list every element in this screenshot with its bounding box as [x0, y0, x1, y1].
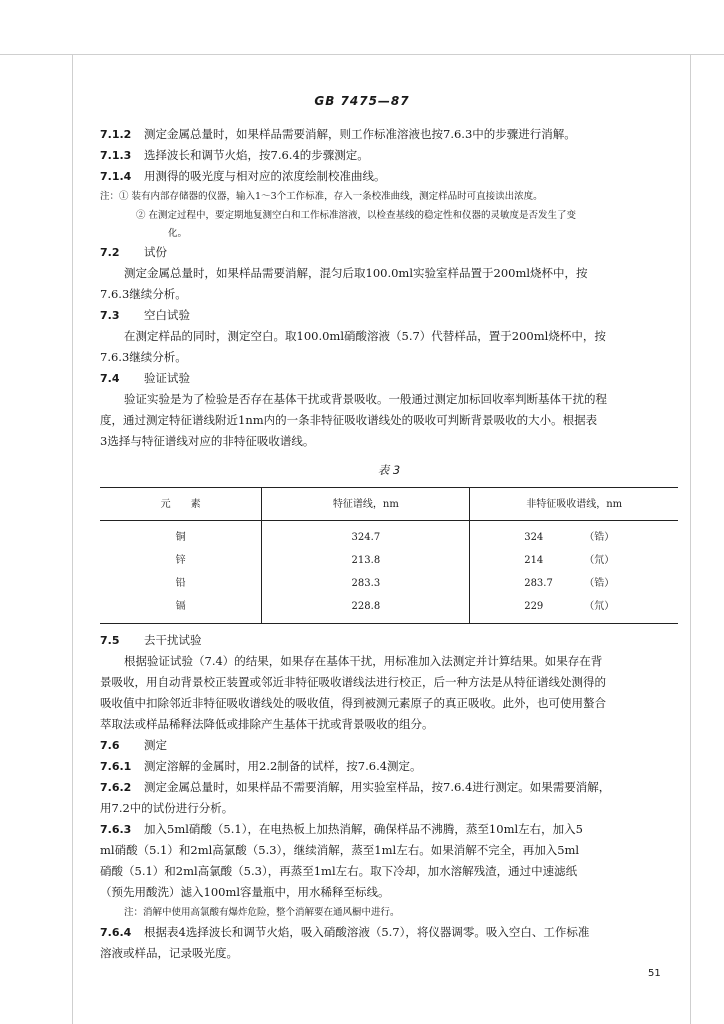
- scan-edge-right: [690, 54, 691, 1024]
- table-row: [100, 521, 678, 550]
- section-7-3-line-2: 7.6.3继续分析。: [100, 350, 187, 364]
- page-header: GB 7475—87: [314, 94, 410, 108]
- section-7-5-line-2: 景吸收，用自动背景校正装置或邻近非特征吸收谱线法进行校正，后一种方法是从特征谱线处测得的: [100, 675, 606, 689]
- element-cell: 铜: [175, 532, 186, 543]
- section-7-4-heading: 7.4 验证试验: [100, 371, 190, 385]
- char-line-cell: 228.8: [262, 595, 470, 624]
- table-3-title: 表 3: [377, 463, 401, 477]
- nonchar-line-cell: 214 （氘）: [470, 549, 678, 572]
- char-line-cell: 283.3: [262, 572, 470, 595]
- section-7-3-heading: 7.3 空白试验: [100, 308, 190, 322]
- clause-7-1-2: 7.1.2 测定金属总量时，如果样品需要消解，则工作标准溶液也按7.6.3中的步骤进行消解。: [100, 127, 576, 141]
- element-cell: 镉: [100, 595, 262, 624]
- section-7-4-line-3: 3选择与特征谱线对应的非特征吸收谱线。: [100, 434, 315, 448]
- note-1: 注：① 装有内部存储器的仪器，输入1～3个工作标准，存入一条校准曲线，测定样品时可直接读出浓度。: [100, 191, 543, 202]
- section-7-3-line-1: 在测定样品的同时，测定空白。取100.0ml硝酸溶液（5.7）代替样品，置于200ml烧杯中，按: [124, 329, 606, 343]
- page-number: 51: [648, 968, 661, 979]
- column-header-element: 元 素: [100, 488, 262, 521]
- table-row: [100, 549, 678, 572]
- column-header-nonchar-line: 非特征吸收谱线，nm: [470, 488, 678, 521]
- table-row: [100, 572, 678, 595]
- clause-7-6-4-line-2: 溶液或样品，记录吸光度。: [100, 946, 238, 960]
- clause-7-6-3-line-4: （预先用酸洗）滤入100ml容量瓶中，用水稀释至标线。: [100, 885, 390, 899]
- nonchar-line-cell: 283.7 （锆）: [470, 572, 678, 595]
- section-7-4-line-1: 验证实验是为了检验是否存在基体干扰或背景吸收。一般通过测定加标回收率判断基体干扰的程: [124, 392, 607, 406]
- element-cell: 锌: [175, 555, 186, 566]
- section-7-5-line-3: 吸收值中扣除邻近非特征吸收谱线处的吸收值，得到被测元素原子的真正吸收。此外，也可使用螯合: [100, 696, 606, 710]
- section-7-5-line-4: 萃取法或样品稀释法降低或排除产生基体干扰或背景吸收的组分。: [100, 717, 434, 731]
- clause-7-6-3-line-3: 硝酸（5.1）和2ml高氯酸（5.3），再蒸至1ml左右。取下冷却，加水溶解残渣，通过中速滤纸: [100, 864, 578, 878]
- section-7-4-line-2: 度，通过测定特征谱线附近1nm内的一条非特征吸收谱线处的吸收可判断背景吸收的大小。根据表: [100, 413, 598, 427]
- table-3: [100, 487, 678, 624]
- scan-edge-top: [0, 54, 724, 55]
- clause-7-1-3: 7.1.3 选择波长和调节火焰，按7.6.4的步骤测定。: [100, 148, 369, 162]
- clause-7-6-3-line-2: ml硝酸（5.1）和2ml高氯酸（5.3），继续消解，蒸至1ml左右。如果消解不完全，再加入5ml: [100, 843, 580, 857]
- body-content: [100, 124, 678, 964]
- note-2-cont: 化。: [168, 228, 188, 239]
- column-header-characteristic-line: 特征谱线，nm: [262, 488, 470, 521]
- element-cell: 铅: [175, 578, 186, 589]
- clause-7-6-1: 7.6.1 测定溶解的金属时，用2.2制备的试样，按7.6.4测定。: [100, 759, 422, 773]
- section-7-2-line-1: 测定金属总量时，如果样品需要消解，混匀后取100.0ml实验室样品置于200ml烧杯中，按: [124, 266, 588, 280]
- char-line-cell: 324.7: [262, 521, 470, 550]
- clause-7-1-4: 7.1.4 用测得的吸光度与相对应的浓度绘制校准曲线。: [100, 169, 386, 183]
- section-7-2-line-2: 7.6.3继续分析。: [100, 287, 187, 301]
- nonchar-line-cell: 229 （氘）: [470, 595, 678, 624]
- nonchar-line-cell: 324 （锆）: [470, 521, 678, 550]
- section-7-5-line-1: 根据验证试验（7.4）的结果，如果存在基体干扰，用标准加入法测定并计算结果。如果存在背: [124, 654, 603, 668]
- section-7-5-heading: 7.5 去干扰试验: [100, 633, 202, 647]
- char-line-cell: 213.8: [262, 549, 470, 572]
- section-7-2-heading: 7.2 试份: [100, 245, 167, 259]
- note-perchloric: 注：消解中使用高氯酸有爆炸危险，整个消解要在通风橱中进行。: [124, 907, 400, 918]
- note-2: ② 在测定过程中，要定期地复测空白和工作标准溶液，以检查基线的稳定性和仪器的灵敏度是否发生了变: [136, 210, 577, 221]
- clause-7-6-2-line-2: 用7.2中的试份进行分析。: [100, 801, 234, 815]
- clause-7-6-2-line-1: 7.6.2 测定金属总量时，如果样品不需要消解，用实验室样品，按7.6.4进行测定。如果需要消解，: [100, 780, 611, 794]
- clause-7-6-3-line-1: 7.6.3 加入5ml硝酸（5.1），在电热板上加热消解，确保样品不沸腾，蒸至10ml左右，加入5: [100, 822, 583, 836]
- clause-7-6-4-line-1: 7.6.4 根据表4选择波长和调节火焰，吸入硝酸溶液（5.7），将仪器调零。吸入空白、工作标准: [100, 925, 590, 939]
- section-7-6-heading: 7.6 测定: [100, 738, 167, 752]
- table-row: [100, 595, 678, 624]
- scan-edge-left: [72, 54, 73, 1024]
